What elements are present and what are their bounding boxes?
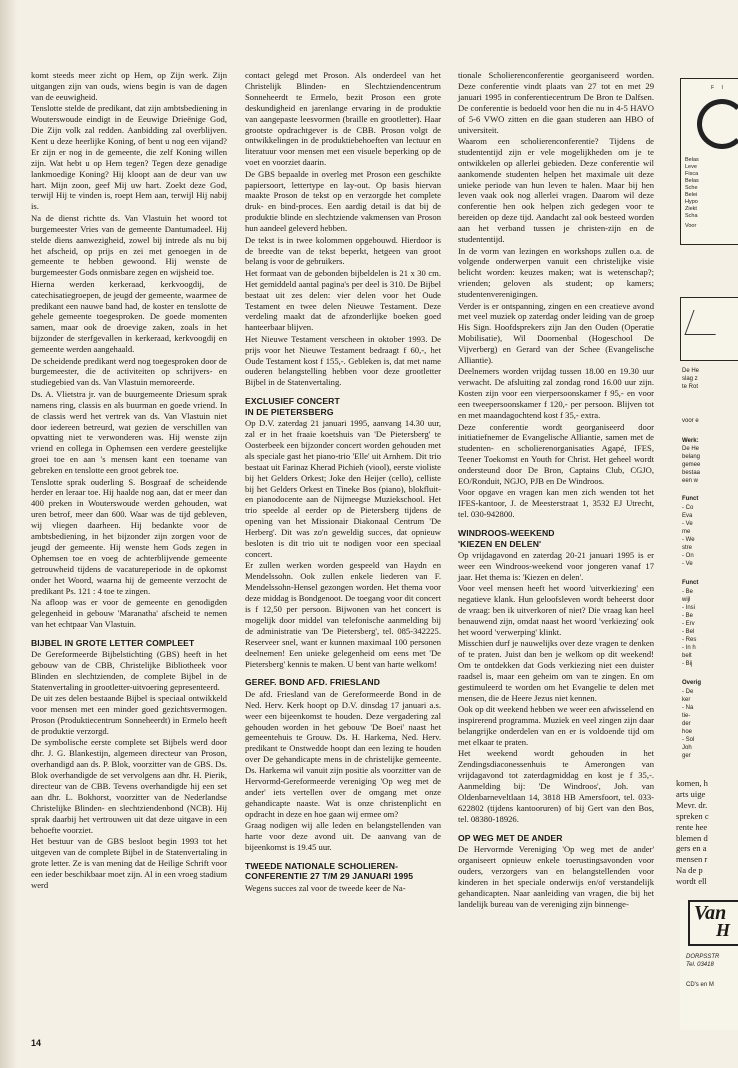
paragraph: De Gereformeerde Bijbelstichting (GBS) heeft in het gebouw van de CBB, Christelijke Bibliotheek voor Blinden en slechtzienden, de complete Bijbel in de Statenvertaling in grootletter-uitvoering gepresenteerd.	[31, 649, 227, 692]
paragraph: Na de dienst richtte ds. Van Vlastuin het woord tot burgemeester Vries van de gemeente Dantumadeel. Hij stelde diens aanwezigheid, zowel bij intrede als nu bij het afscheid, op prijs en zei met genoegen in de gemeente te hebben gewoond. Hij wenste de burgemeester Gods onmisbare zegen en wijsheid toe.	[31, 212, 227, 278]
ad-text-line: - On	[682, 553, 694, 559]
paragraph: Het weekend wordt gehouden in het Zendingsdiaconessenhuis te Amerongen van vrijdagavond tot zaterdagmiddag en kost je f 35,-. Aanmelding bij: 'De Windroos', Joh. van Oldenbarneveltlaan 14, 3818 HB Amersfoort, tel. 033-622802 (tijdens kantooruren) of bij Gert van den Bos, tel. 08380-18926.	[458, 748, 654, 824]
paragraph: Tenslotte stelde de predikant, dat zijn ambtsbediening in Wouterswoude eindigt in de Eeuwige Drieënige God, Die Zijn volk zal redden. Aanbidding zal overblijven. Kent u deze heerlijke Koning, of bent u nog een vijand? Er zijn er nog in de gemeente, die zelf Koning willen zijn. Wat hebt u op Hem tegen? Tegen deze genadige lankmoedige Koning? Hij kloopt aan de deur van uw hart. Mijn zoon, geef Mij uw hart. Zoekt deze God, terwijl Hij te vinden is, roept Hem aan, terwijl Hij nabij is.	[31, 103, 227, 212]
paragraph: Wegens succes zal voor de tweede keer de Na-	[245, 882, 406, 893]
ad-text-line: mensen r	[676, 854, 708, 865]
paragraph: Deelnemers worden vrijdag tussen 18.00 en 19.30 uur verwacht. De afsluiting zal zondag rond 16.00 uur zijn. Kosten zijn voor een vierpersoonskamer f 95,- en voor een tweepersoonskamer f 120,- per persoon. Blijven tot en met maandagochtend kost f 35,- extra.	[458, 366, 654, 421]
logo-text: H	[716, 920, 731, 940]
section-heading-geref-bond	[245, 677, 441, 687]
ad-bullet: Belas	[685, 157, 699, 163]
ad-brand-logo	[688, 900, 738, 946]
paragraph: Op D.V. zaterdag 21 januari 1995, aanvang 14.30 uur, zal er in het fraaie koetshuis van 'De Pietersberg' te Oosterbeek een bijzonder concert worden gehouden met als speciale gast het piano-trio 'Elle' uit Arnhem. Dit trio bestaat uit Farinaz Kherad Pichieh (viool), eerste violiste bij het Gelders Orkest; Joke den Heijer (cello), celliste bij het Gelders Orkest en Tineke Bos (piano), blokfluit- en pianodocente aan de Nijmeegse Muziekschool. Het trio speelde al eerder op de Pietersberg tijdens de opening van het Missionair Diakonaal Centrum 'De Herberg'. Dit was zo'n geweldig succes, dat opnieuw besloten is dit trio uit te nodigen voor een speciaal concert.	[245, 418, 441, 559]
ad-text-line: - Ve	[682, 561, 693, 567]
advertisement-strip	[676, 0, 738, 1068]
ad-text-line: wordt ell	[676, 876, 707, 887]
ad-text-line: arts uige	[676, 788, 706, 799]
paragraph: Graag nodigen wij alle leden en belangstellenden van harte voor deze avond uit. De aanvang van de bijeenkomst is 19.45 uur.	[245, 820, 441, 853]
paragraph: De tekst is in twee kolommen opgebouwd. Hierdoor is de breedte van de tekst beperkt, hetgeen van groot belang is voor de gebruikers.	[245, 234, 441, 267]
section-heading: BIJBEL IN GROTE LETTER COMPLEET	[31, 637, 195, 648]
ad-text-line: - Be	[682, 589, 694, 595]
section-heading-windroos	[458, 528, 654, 549]
ad-bullet: Belas	[685, 178, 699, 184]
ad-bullet: Scha	[685, 213, 698, 219]
ad-text-line: Eva	[682, 513, 693, 519]
paragraph: De symbolische eerste complete set Bijbels werd door dhr. J. G. Blankestijn, algemeen directeur van Proson, overhandigd aan ds. P. Blok, voorzitter van de GBS. Ds. Blok overhandigde de set vervolgens aan dhr. H. Pierik, directeur van de CBB. Tevens overhandigde hij een set aan dhr. L. Bokhorst, voorzitter van de Nederlandse Christelijke Blinden- en slechtziendenbond (NCB). Hij sprak daarbij het vertrouwen uit dat deze uitgave in een behoefte voorziet.	[31, 737, 227, 835]
heading-line: CONFERENTIE 27 T/M 29 JANUARI 1995	[245, 871, 414, 882]
ad-text-line: stre	[682, 545, 693, 551]
ad-bullet: Ziekt	[685, 206, 697, 212]
paragraph: Voor opgave en vragen kan men zich wenden tot het IFES-kantoor, J. de Meesterstraat 1, 3532 EJ Utrecht, tel. 030-942800.	[458, 487, 654, 520]
ad-text-line: - Insi	[682, 605, 696, 611]
paragraph: Het bestuur van de GBS besloot begin 1993 tot het uitgeven van de complete Bijbel in de Statenvertaling in grote letter. Ze is van mening dat de Heilige Schrift voor een ieder beschikbaar moet zijn. Al in een vroeg stadium werd	[31, 836, 227, 890]
paragraph: Het Nieuwe Testament verscheen in oktober 1993. De prijs voor het Nieuwe Testament bedraagt f 60,-, het Oude Testament kost f 155,-. Gebleken is, dat met name ouderen belangstelling hebben voor deze grootletter Bijbel in de Statenvertaling.	[245, 333, 441, 388]
ad-text-line: slag z	[682, 376, 698, 382]
ad-text-line: spreken c	[676, 810, 709, 821]
ad-bullet: Voor	[685, 223, 697, 229]
ad-bullet: Hypo	[685, 199, 698, 205]
col1-paragraphs	[31, 70, 227, 630]
ad-bullet: Belei	[685, 192, 698, 198]
section-heading-op-weg	[458, 833, 654, 843]
column-3	[458, 70, 654, 910]
ad-text-line: De He	[682, 368, 700, 374]
ad-text-line: Joh	[682, 745, 692, 751]
ad-text-line: - De	[682, 689, 694, 695]
heading-line: WINDROOS-WEEKEND	[458, 528, 555, 539]
ad-text-line: belt	[682, 653, 692, 659]
ad-text-line: voor e	[682, 418, 699, 424]
ad-address-line: Tel. 03418	[686, 962, 714, 968]
ad-text-line: gers en a	[676, 843, 707, 854]
paragraph: Het formaat van de gebonden bijbeldelen is 21 x 30 cm. Het gemiddeld aantal pagina's per deel is 310. De Bijbel bestaat uit zes delen: vier delen voor het Oude Testament en twee delen Nieuwe Testament. Deze verdeling maakt dat de afzonderlijke boeken goed hanteerbaar blijven.	[245, 267, 441, 333]
heading-line: TWEEDE NATIONALE SCHOLIEREN-	[245, 860, 399, 871]
heading-line: OP WEG MET DE ANDER	[458, 832, 563, 843]
heading-line: 'KIEZEN EN DELEN'	[458, 538, 542, 549]
paragraph: Er zullen werken worden gespeeld van Haydn en Mendelssohn. Ook zullen enkele liederen van F. Mendelssohn-Hensel gezongen worden. Het thema voor deze middag is Bondgenoot. De toegang voor dit concert is f 12,50 per persoon. Bijwonen van het concert is mogelijk door middel van telefonische aanmelding bij de administratie van 'De Pietersberg', tel. 085-342225. Reserveer snel, want er kunnen maximaal 100 personen deelnemen! Een unieke gelegenheid om eens met 'De Pietersberg' kennis te maken. U bent van harte welkom!	[245, 560, 441, 669]
ad-text-line: hoe	[682, 729, 693, 735]
ad-text-line: Werk:	[682, 438, 699, 444]
logo-text: Van	[694, 902, 727, 924]
column-2	[245, 70, 441, 894]
paragraph: Verder is er ontspanning, zingen en een creatieve avond met veel muziek op zaterdag onder leiding van de groep His Sign. Hoofdsprekers zijn Jan den Ouden (Operatie Mobilisatie), Wil Doornenbal (Hogeschool De Vijverberg) en Gerard van der Schee (Evangelische Alliantie).	[458, 300, 654, 366]
ad-text-line: - Bel	[682, 629, 695, 635]
ad-text-line: - In h	[682, 645, 696, 651]
ad-text-line: - Sol	[682, 737, 695, 743]
paragraph: contact gelegd met Proson. Als onderdeel van het Christelijk Blinden- en Slechtziendencentrum Sonneheerdt te Ermelo, bezit Proson een grote deskundigheid en jarenlange ervaring in de produktie van aangepaste leesvormen (braille en grootletter). Haar grootste opdrachtgever is de CBB. Proson volgt de ontwikkelingen in de produktiebehoeften van lectuur en literatuur voor mensen met een visuele beperking op de voet en voorziet daarin.	[245, 70, 441, 168]
ad-bullet: Sche	[685, 185, 698, 191]
ad-text-line: Mevr. dr.	[676, 799, 708, 810]
paragraph: Ook op dit weekend hebben we weer een afwisselend en inspirerend programma. Muziek en veel zingen zijn daar belangrijke onderdelen van en er is voldoende tijd om met elkaar te praten.	[458, 704, 654, 747]
ad-text-line: een w	[682, 478, 699, 484]
ad-text-line: belang	[682, 454, 701, 460]
ad-address-line: DORPSSTR	[686, 954, 720, 960]
ad-footer-line: CD's en M	[686, 982, 714, 988]
ad-bottom-text	[676, 778, 709, 887]
ad-text-line: Funct	[682, 496, 699, 502]
ad-header-text: F I	[711, 85, 726, 91]
ad-text-line: Overig	[682, 680, 702, 686]
ad-text-line: wijl	[682, 597, 691, 603]
paragraph: Voor veel mensen heeft het woord 'uitverkiezing' een negatieve klank. Hun geloofsleven wordt beheerst door de vraag: ben ik uitverkoren of niet? Die vraag kan heel benauwend zijn, omdat naast het woord 'verkiezing' ook het woord 'verwerping' klinkt.	[458, 583, 654, 637]
paragraph: In de vorm van lezingen en workshops zullen o.a. de volgende onderwerpen vanuit een christelijke visie belicht worden: keuzes maken; wat is wetenschap?; vrienden; geloven als student; op kamers; studentenverenigingen.	[458, 245, 654, 300]
ad-text-line: komen, h	[676, 778, 708, 788]
paragraph: Hierna werden kerkeraad, kerkvoogdij, de catechisatiegroepen, de jeugd der gemeente, waarmee de predikant een nauwe band had, de koster en tenslotte de gehele gemeente toegesproken. De goede momenten samen, maar ook de droevige zaken, zoals in het bijzonder de sterfgevallen in kerkeraad, kerkvoogdij en gemeente werden aangehaald.	[31, 278, 227, 355]
heading-line: IN DE PIETERSBERG	[245, 406, 334, 417]
ad-text-line: Funct	[682, 580, 699, 586]
paragraph: Ds. A. Vlietstra jr. van de buurgemeente Driesum sprak namens ring, classis en als buurman en goede vriend. In de classis werd het vertrek van ds. Van Vlastuin niet door iedereen betreurd, wat gezien de verschillen van opvatting niet te verwonderen was. Hij wenste zijn vriend en collega in Ophemsen een verdere geestelijke groei toe en aan 's mensen kant een toename van gebreken en tenslotte een groot gebrek toe.	[31, 388, 227, 476]
ad-text-line: rente hee	[676, 821, 708, 832]
paragraph: Waarom een scholierenconferentie? Tijdens de studententijd zijn er vele mogelijkheden om je te ontwikkelen op allerlei gebieden. Deze conferentie wil aankomende studenten helpen het maximale uit deze unieke periode van hun leven te halen. Maar bij hen leven vaak ook nog allerlei vragen. Daarom wil deze conferentie hen ook helpen zich gedegen voor te bereiden op deze tijd. Aandacht zal ook besteed worden aan het verband tussen je christen-zijn en de studententijd.	[458, 135, 654, 245]
ad-text-line: te Rot	[682, 384, 699, 390]
ad-text-line: - Co	[682, 505, 694, 511]
paragraph: komt steeds meer zicht op Hem, op Zijn werk. Zijn uitgangen zijn van ouds, wiens begin is van de dagen van de eeuwigheid.	[31, 70, 227, 102]
ad-text-line: Na de p	[676, 865, 703, 876]
column-1	[31, 70, 227, 891]
paragraph: Na afloop was er voor de gemeente en genodigden gelegenheid in gebouw 'Maranatha' afscheid te nemen van het echtpaar Van Vlastuin.	[31, 597, 227, 629]
ad-text-line: me	[682, 529, 691, 535]
paragraph: De Hervormde Vereniging 'Op weg met de ander' organiseert opnieuw enkele toerustingsavonden voor ouders, verzorgers van en belangstellenden voor kinderen in het speciale onderwijs en/of verstandelijk gehandicapten. Naar aanleiding van vragen, die bij het landelijk bureau van de vereniging zijn binnenge-	[458, 844, 654, 909]
paragraph: De GBS bepaalde in overleg met Proson een geschikte papiersoort, lettertype en lay-out. Op basis hiervan maakte Proson de tekst op en verzorgde het complete druk- en bind-proces. Een aardig detail is dat bij de produktie blinde en slechtziende vakmensen van Proson hun aandeel geleverd hebben.	[245, 168, 441, 234]
ad-text-line: blemen d	[676, 832, 708, 843]
ad-text-line: - Erv	[682, 621, 695, 627]
section-heading-concert	[245, 396, 441, 417]
ad-text-line: gemee	[682, 462, 701, 468]
paragraph: De scheidende predikant werd nog toegesproken door de burgemeester, die de activiteiten op schrijvers- en studiegebied van ds. Van Vlastuin memoreerde.	[31, 355, 227, 388]
paragraph: Misschien durf je nauwelijks over deze vragen te denken of te praten. Juist dan ben je welkom op dit weekend! Om te ontdekken dat Gods verkiezing niet een duister raadsel is, maar een geheim om van te zingen. En om gestimuleerd te worden om het Evangelie te delen met mensen, die de Heere Jezus niet kennen.	[458, 638, 654, 703]
paragraph: De uit zes delen bestaande Bijbel is speciaal ontwikkeld voor mensen met een minder goed gezichtsvermogen. Proson (Produktiecentrum Sonneheerdt) in Ermelo heeft de produktie verzorgd.	[31, 693, 227, 736]
ad-text-line: - Ve	[682, 521, 693, 527]
ad-box-bottom	[680, 900, 738, 1030]
ad-text-line: der	[682, 721, 691, 727]
ad-text-line: - We	[682, 537, 695, 543]
ad-text-line: ker	[682, 697, 691, 703]
section-heading-scholieren	[245, 861, 441, 882]
page-number: 14	[31, 1038, 42, 1048]
paragraph: De afd. Friesland van de Gereformeerde Bond in de Ned. Herv. Kerk hoopt op D.V. dinsdag 17 januari a.s. weer een bijeenkomst te houden. Deze vergadering zal gehouden worden in het gebouw 'De Boei' naast het gemeentehuis te Grouw. Ds. H. Harkema, Ned. Herv. predikant te Onstwedde hoopt dan een lezing te houden over De gehandicapte mens in de christelijke gemeente. Ds. Harkema wil vanuit zijn positie als voorzitter van de Hervormd-Gereformeerde vereniging 'Op weg met de ander' iets vertellen over de omgang met onze gehandicapte naaste. Wat is onze christenplicht en opdracht in deze en hoe gaan wij ermee om?	[245, 688, 441, 819]
ad-text-line: - Na	[682, 705, 694, 711]
paragraph: tionale Scholierenconferentie georganiseerd worden. Deze conferentie vindt plaats van 27 tot en met 29 januari 1995 in conferentiecentrum De Bron te Dalfsen. De conferentie is bedoeld voor hen die nu in 4-5 HAVO of 5-6 VWO zitten en die gaan studeren aan HBO of universiteit.	[458, 70, 654, 135]
heading-line: GEREF. BOND AFD. FRIESLAND	[245, 677, 381, 688]
paragraph: Deze conferentie wordt georganiseerd door initiatiefnemer de Evangelische Alliantie, samen met de studenten- en scholierenorganisaties Agapé, IFES, Teener Toekomst en Youth for Christ. Het geheel wordt ondersteund door De Bron, Captains Club, CGJO, EO/Ronduit, NGJO, PJB en De Windroos.	[458, 421, 654, 487]
paragraph: Op vrijdagavond en zaterdag 20-21 januari 1995 is er weer een Windroos-weekend voor jongeren vanaf 17 jaar. Het thema is: 'Kiezen en delen'.	[458, 549, 654, 582]
ad-logo-letter-icon	[697, 99, 738, 149]
ad-box-middle	[680, 297, 738, 361]
ad-text-line: - Be	[682, 613, 694, 619]
ad-text-line: bestaa	[682, 470, 701, 476]
heading-line: EXCLUSIEF CONCERT	[245, 396, 340, 407]
ad-text-line: - Bij	[682, 661, 693, 667]
paragraph: Tenslotte sprak ouderling S. Bosgraaf de scheidende herder en leraar toe. Hij haalde nog aan, dat er meer dan 400 preken in Wouterswoude werden gehouden, wat uren betrof, meer dan 600. Waar was de tijd gebleven, wij vliegen daarheen. Hij bedankte voor de ambtsbediening, in het bijzonder zijn zorgen voor de jeugd der gemeente. Hij wenste hem Gods zegen in Ophemsen toe en voeg de achterblijvende gemeente getrouwheid tijdens de vacatureperiode in de opkomst onder het Woord, waarna hij de gemeente verzocht de predikant Ps. 121 : 4 toe te zingen.	[31, 476, 227, 596]
ad-text-line: tie-	[682, 713, 691, 719]
ad-text-line: De He	[682, 446, 700, 452]
ad-box-top	[680, 78, 738, 245]
ad-logo-mark-icon	[684, 310, 724, 335]
ad-bullet: Fisca	[685, 171, 699, 177]
ad-text-line: - Res	[682, 637, 697, 643]
ad-text-line: ger	[682, 753, 691, 759]
ad-bullet: Leve	[685, 164, 697, 170]
